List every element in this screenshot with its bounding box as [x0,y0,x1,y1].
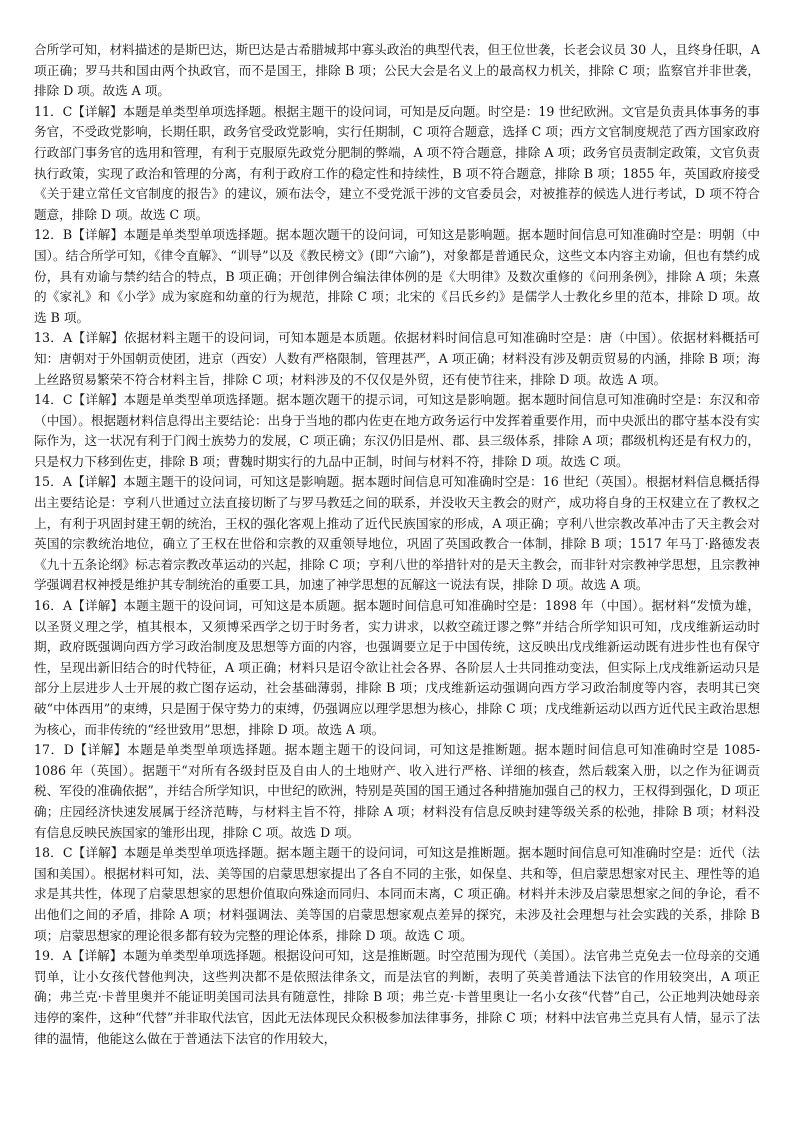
answer-12-explanation: 12．B【详解】本题是单类型单项选择题。据本题次题干的设问词，可知这是影响题。据本题时间信息可知准确时空是：明朝（中国）。结合所学可知，《律令直解》、“训导”以及《教民榜文》(即“六谕”)，对象都是普通民众，这些文本内容主劝谕，但也有禁约成份，具有劝谕与禁约结合的特点，B 项正确；开创律例合编法律体例的是《大明律》及数次重修的《问刑条例》，排除 A 项；朱熹的《家礼》和《小学》成为家庭和幼童的行为规范，排除 C 项；北宋的《吕氏乡约》是儒学人士教化乡里的范本，排除 D 项。故选 B 项。 [34,227,760,325]
answer-13-explanation: 13．A【详解】依据材料主题干的设问词，可知本题是本质题。依据材料时间信息可知准确时空是：唐（中国）。依据材料概括可知：唐朝对于外国朝贡使团，进京（西安）人数有严格限制，管理甚严，A 项正确；材料没有涉及朝贡贸易的内涵，排除 B 项；海上丝路贸易繁荣不符合材料主旨，排除 C 项；材料涉及的不仅仅是外贸，还有使节往来，排除 D 项。故选 A 项。 [34,330,760,387]
answer-15-explanation: 15．A【详解】本题主题干的设问词，可知这是影响题。据本题时间信息可知准确时空是：16 世纪（英国）。根据材料信息概括得出主要结论是：亨利八世通过立法直接切断了与罗马教廷之间的联系，并没收天主教会的财产，成功将自身的王权建立在了教权之上，有利于巩固封建王朝的统治，王权的强化客观上推动了近代民族国家的形成，A 项正确；亨利八世宗教改革冲击了天主教会对英国的宗教统治地位，确立了王权在世俗和宗教的双重领导地位，巩固了英国政教合一体制，排除 B 项；1517 年马丁·路德发表《九十五条论纲》标志着宗教改革运动的兴起，排除 C 项；亨利八世的举措针对的是天主教会，而非针对宗教神学思想，且宗教神学强调君权神授是维护其专制统治的重要工具，加速了神学思想的瓦解这一说法有误，排除 D 项。故选 A 项。 [34,474,760,593]
answer-11-explanation: 11．C【详解】本题是单类型单项选择题。根据主题干的设问词，可知是反向题。时空是：19 世纪欧洲。文官是负责具体事务的事务官，不受政党影响，长期任职，政务官受政党影响，实行任期制，C 项符合题意，选择 C 项；西方文官制度规范了西方国家政府行政部门事务官的选用和管理，有利于克服原先政党分肥制的弊端，A 项不符合题意，排除 A 项；政务官员责制定政策，文官负责执行政策，实现了政治和管理的分离，有利于政府工作的稳定性和持续性，B 项不符合题意，排除 B 项；1855 年，英国政府接受《关于建立常任文官制度的报告》的建议，颁布法令，建立不受党派干涉的文官委员会，对被推荐的候选人进行考试，D 项不符合题意，排除 D 项。故选 C 项。 [34,103,760,222]
answer-17-explanation: 17．D【详解】本题是单类型单项选择题。据本题主题干的设问词，可知这是推断题。据本题时间信息可知准确时空是 1085-1086 年（英国）。据题干“对所有各级封臣及自由人的土地财产、收入进行严格、详细的核查，然后载案入册，以之作为征调贡税、军役的准确依据”，并结合所学知识，中世纪的欧洲，特别是英国的国王通过各种措施加强自己的权力，王权得到强化，D 项正确；庄园经济快速发展属于经济范畴，与材料主旨不符，排除 A 项；材料没有信息反映封建等级关系的松弛，排除 B 项；材料没有信息反映民族国家的雏形出现，排除 C 项。故选 D 项。 [34,742,760,840]
answer-14-explanation: 14．C【详解】本题是单类型单项选择题。据本题次题干的提示词，可知这是影响题。据本题时间信息可知准确时空是：东汉和帝（中国）。根据题材料信息得出主要结论：出身于当地的郡内佐吏在地方政务运行中发挥着重要作用，而中央派出的郡守基本没有实际作为，这一状况有利于门阀士族势力的发展，C 项正确；东汉仍旧是州、郡、县三级体系，排除 A 项；郡级机构还是有权力的，只是权力下移到佐吏，排除 B 项；曹魏时期实行的九品中正制，时间与材料不符，排除 D 项。故选 C 项。 [34,392,760,469]
answer-16-explanation: 16．A【详解】本题主题干的设问词，可知这是本质题。据本题时间信息可知准确时空是：1898 年（中国）。据材料“发愤为雄，以圣贤义理之学，植其根本，又须博采西学之切于时务者，实力讲求，以救空疏迂谬之弊”并结合所学知识可知，戊戌维新运动时期，政府既强调向西方学习政治制度及思想等方面的内容，也强调要立足于中国传统，这反映出戊戌维新运动既有进步性也有保守性，呈现出新旧结合的时代特征，A 项正确；材料只是诏令欲让社会各界、各阶层人士共同推动变法，但实际上戊戌维新运动只是部分上层进步人士开展的救亡图存运动，社会基础薄弱，排除 B 项；戊戌维新运动强调向西方学习政治制度等内容，表明其已突破“中体西用”的束缚，只是囿于保守势力的束缚，仍强调应以理学思想为核心，排除 C 项；戊戌维新运动以西方近代民主政治思想为核心，而非传统的“经世致用”思想，排除 D 项。故选 A 项。 [34,598,760,737]
answer-18-explanation: 18．C【详解】本题是单类型单项选择题。据本题主题干的设问词，可知这是推断题。据本题时间信息可知准确时空是：近代（法国和美国）。根据材料可知，法、美等国的启蒙思想家提出了各自不同的主张，如保皇、共和等，但启蒙思想家对民主、理性等的追求是其共性，体现了启蒙思想家的思想价值取向殊途而同归、本同而末离，C 项正确。材料并未涉及启蒙思想家之间的争论，看不出他们之间的矛盾，排除 A 项；材料强调法、美等国的启蒙思想家观点差异的探究，未涉及社会理想与社会实践的关系，排除 B 项；启蒙思想家的理论很多都有较为完整的理论体系，排除 D 项。故选 C 项。 [34,845,760,943]
continuation-paragraph: 合所学可知，材料描述的是斯巴达，斯巴达是古希腊城邦中寡头政治的典型代表，但王位世袭，长老会议员 30 人，且终身任职，A 项正确；罗马共和国由两个执政官，而不是国王，排除 B 项；公民大会是名义上的最高权力机关，排除 C 项；监察官并非世袭，排除 D 项。故选 A 项。 [34,42,760,99]
answer-19-explanation: 19．A【详解】本题为单类型单项选择题。根据设问可知，这是推断题。时空范围为现代（美国）。法官弗兰克免去一位母亲的交通罚单，让小女孩代替他判决，这些判决都不是依照法律条文，而是法官的判断，表明了英美普通法下法官的作用较突出，A 项正确；弗兰克·卡普里奥并不能证明美国司法具有随意性，排除 B 项；弗兰克·卡普里奥让一名小女孩“代替”自己，公正地判决她母亲违停的案件，这种“代替”并非取代法官，因此无法体现民众积极参加法律事务，排除 C 项；材料中法官弗兰克具有人情，显示了法律的温情，他能这么做在于普通法下法官的作用较大， [34,948,760,1046]
